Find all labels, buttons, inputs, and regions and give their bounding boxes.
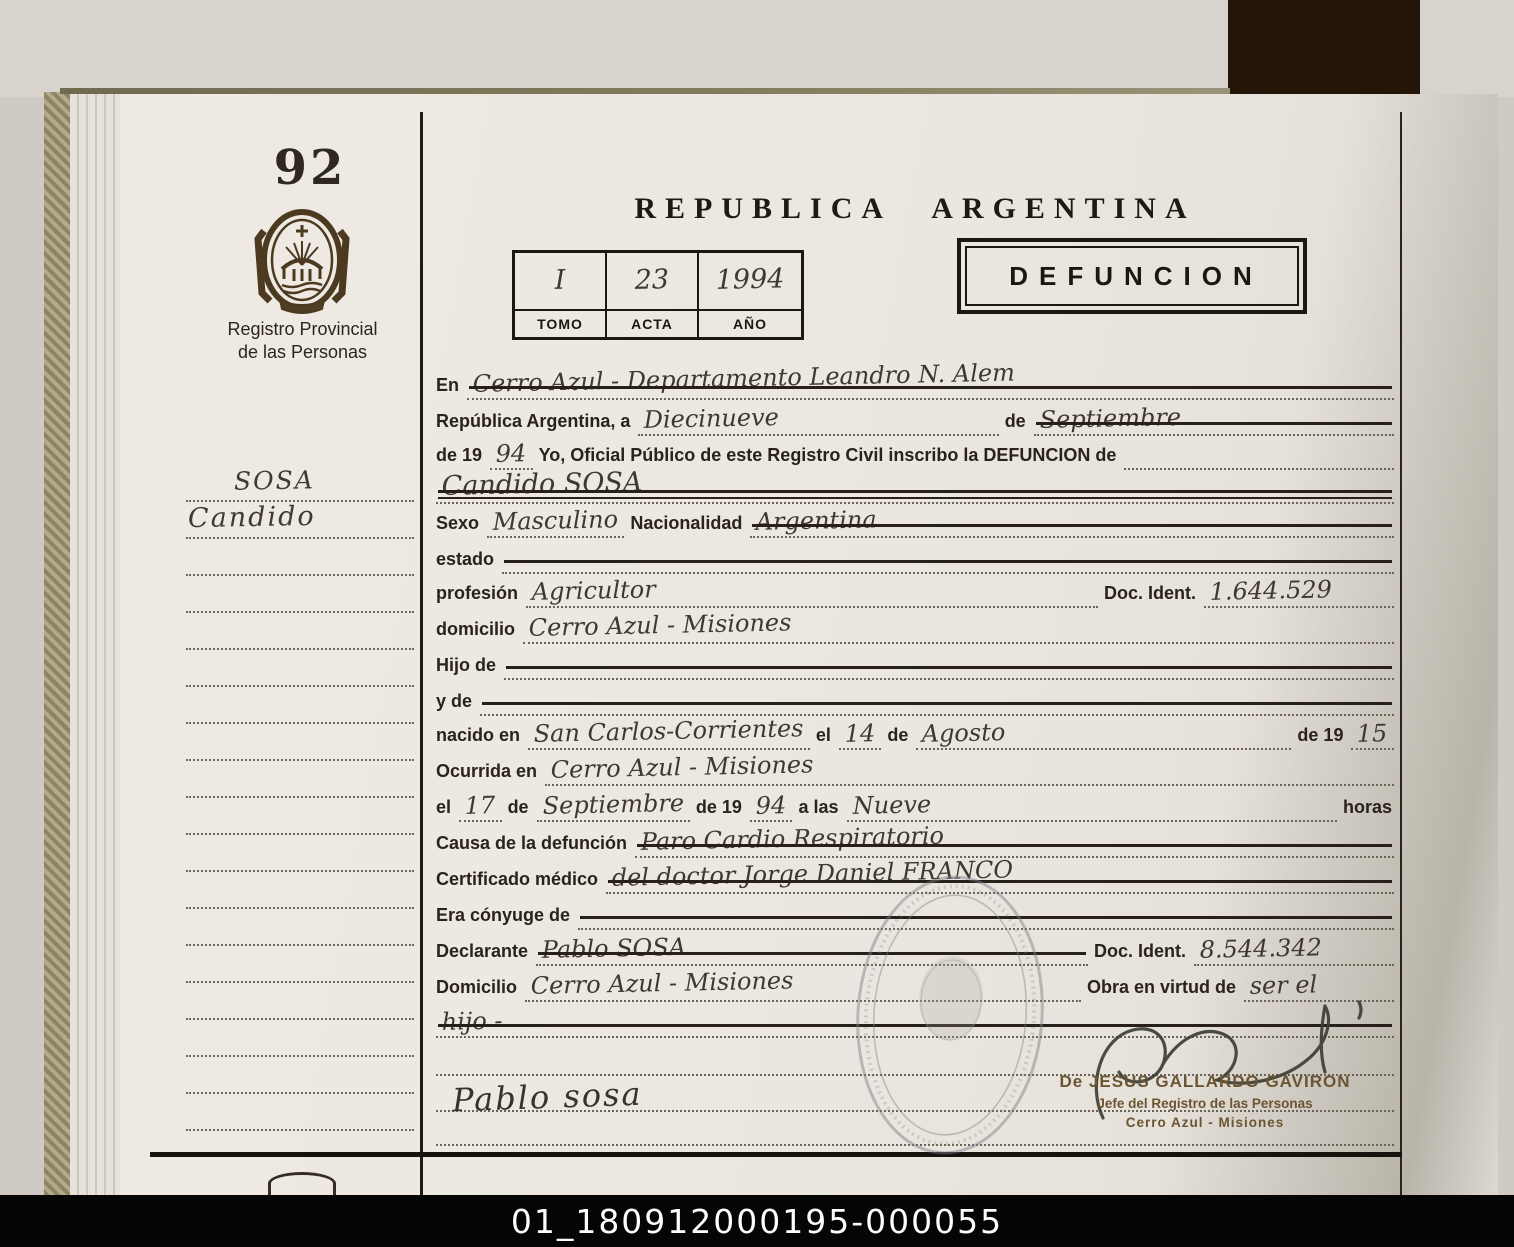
seal-caption — [190, 318, 415, 363]
deceased-name: Candido SOSA — [441, 466, 643, 502]
margin-index-surname: SOSA — [233, 465, 316, 496]
birth-month-value: Agosto — [921, 718, 1006, 748]
horas-label: horas — [1342, 797, 1392, 817]
year-line — [490, 439, 533, 470]
form-row-birth — [436, 714, 1394, 750]
page-top-edge — [60, 88, 1230, 94]
day-value: Diecinueve — [643, 403, 780, 434]
officer-place: Cerro Azul - Misiones — [1125, 1115, 1285, 1130]
birth-year-prefix: de 19 — [1297, 725, 1344, 745]
margin-line — [186, 1018, 414, 1020]
form-row-date — [436, 400, 1394, 436]
act-type-box — [957, 238, 1307, 314]
column-divider-line — [420, 112, 423, 1195]
death-day-line — [459, 791, 502, 822]
month-line — [1034, 402, 1394, 436]
death-year-prefix: de 19 — [695, 797, 742, 817]
country-title: REPUBLICA ARGENTINA — [634, 192, 1196, 225]
ano-value: 1994 — [714, 262, 785, 296]
book-cover-corner — [1228, 0, 1420, 97]
margin-line — [186, 537, 414, 539]
nacionalidad-label: Nacionalidad — [630, 513, 743, 533]
death-de-label: de — [507, 797, 529, 817]
domicilio-line — [523, 608, 1394, 644]
sexo-label: Sexo — [436, 513, 480, 533]
seal-caption-line1: Registro Provincial — [227, 319, 378, 339]
conyuge-label: Era cónyuge de — [436, 905, 571, 925]
death-el-label: el — [436, 797, 452, 817]
ocurrida-label: Ocurrida en — [436, 761, 538, 781]
estado-label: estado — [436, 549, 495, 569]
hijo-de-label: Hijo de — [436, 655, 497, 675]
form-row-estado — [436, 538, 1394, 574]
declarant-signature: Pablo sosa — [451, 1074, 644, 1120]
y-de-label: y de — [436, 691, 473, 711]
birth-month-line — [916, 718, 1291, 750]
domicilio2-label: Domicilio — [436, 977, 518, 997]
birth-de-label: de — [887, 725, 909, 745]
day-line — [638, 403, 998, 436]
tomo-label: TOMO — [515, 309, 607, 337]
margin-line — [186, 981, 414, 983]
margin-line — [186, 796, 414, 798]
officer-name: De JESUS GALLARDO GAVIRON — [1059, 1072, 1351, 1091]
scan-reference-code: 01_180912000195-000055 — [510, 1201, 1004, 1241]
death-hour-line — [847, 790, 1337, 822]
nacionalidad-line — [750, 505, 1394, 538]
republica-label: República Argentina, a — [436, 411, 631, 431]
form-row-profesion — [436, 572, 1394, 608]
deceased-name-line — [436, 466, 1394, 504]
domicilio-value: Cerro Azul - Misiones — [528, 608, 792, 642]
form-row-sex-nationality — [436, 502, 1394, 538]
obra-value: ser el — [1249, 970, 1318, 1000]
a-las-label: a las — [798, 797, 839, 817]
margin-line — [186, 648, 414, 650]
form-row-causa — [436, 822, 1394, 858]
officer-title: Jefe del Registro de las Personas — [1097, 1096, 1313, 1111]
causa-value: Paro Cardio Respiratorio — [640, 821, 945, 856]
next-entry-mark — [268, 1172, 336, 1195]
nacido-en-label: nacido en — [436, 725, 521, 745]
margin-line — [186, 722, 414, 724]
margin-line — [186, 1055, 414, 1057]
obra-label: Obra en virtud de — [1086, 977, 1236, 997]
year-value: 94 — [495, 439, 527, 468]
death-day-value: 17 — [464, 791, 496, 820]
doc-ident2-label: Doc. Ident. — [1093, 941, 1186, 961]
margin-line — [186, 500, 414, 502]
record-reference-table — [512, 250, 804, 340]
form-row-domicilio — [436, 608, 1394, 644]
death-month-value: Septiembre — [541, 788, 684, 820]
margin-line — [186, 870, 414, 872]
form-row-ocurrida — [436, 750, 1394, 786]
birth-year-line — [1351, 719, 1394, 750]
domicilio-label: domicilio — [436, 619, 516, 639]
place-line — [467, 358, 1394, 400]
margin-line — [186, 685, 414, 687]
form-row-death-date — [436, 786, 1394, 822]
page-number: 92 — [273, 140, 347, 196]
doc-ident-value: 1.644.529 — [1209, 575, 1333, 606]
profesion-line — [526, 575, 1098, 608]
acta-value-cell — [607, 253, 699, 309]
birth-place-line — [528, 714, 810, 750]
inscribe-label: Yo, Oficial Público de este Registro Civil inscribo la DEFUNCION de — [538, 445, 1117, 465]
margin-line — [186, 759, 414, 761]
causa-line — [635, 821, 1394, 858]
declarante-label: Declarante — [436, 941, 529, 961]
provincial-seal-icon — [250, 203, 354, 321]
obra-value-cont: hijo - — [441, 1006, 503, 1036]
ano-label: AÑO — [699, 309, 801, 337]
death-month-line — [537, 788, 690, 822]
margin-line — [186, 574, 414, 576]
form-row-hijo-de — [436, 644, 1394, 680]
death-year-line — [750, 791, 793, 822]
place-value: Cerro Azul - Departamento Leandro N. Alem — [472, 358, 1016, 398]
form-row-deceased-name — [436, 468, 1394, 504]
death-year-value: 94 — [755, 791, 787, 820]
scan-footer-bar — [0, 1195, 1514, 1247]
margin-line — [186, 944, 414, 946]
causa-label: Causa de la defunción — [436, 833, 628, 853]
sexo-value: Masculino — [492, 505, 619, 536]
de-label: de — [1004, 411, 1026, 431]
doc-ident2-line — [1194, 933, 1394, 966]
domicilio2-value: Cerro Azul - Misiones — [530, 966, 794, 1000]
declarante-value: Pablo SOSA — [541, 932, 687, 964]
tomo-value-cell — [515, 253, 607, 309]
form-row-place — [436, 358, 1394, 400]
certificado-value: del doctor Jorge Daniel FRANCO — [611, 855, 1014, 892]
margin-line — [186, 1129, 414, 1131]
birth-day-line — [839, 719, 882, 750]
margin-line — [186, 611, 414, 613]
ano-value-cell — [699, 253, 801, 309]
page-stack-edges — [70, 94, 120, 1195]
doc-ident2-value: 8.544.342 — [1199, 933, 1323, 964]
form-right-border — [1400, 112, 1402, 1195]
month-value: Septiembre — [1039, 402, 1181, 434]
death-place-line — [545, 750, 1394, 786]
form-row-year — [436, 434, 1394, 470]
nacionalidad-value: Argentina — [755, 505, 878, 536]
form-row-y-de — [436, 680, 1394, 716]
certificado-label: Certificado médico — [436, 869, 599, 889]
margin-line — [186, 1092, 414, 1094]
acta-label: ACTA — [607, 309, 699, 337]
profesion-value: Agricultor — [531, 575, 656, 606]
doc-ident-line — [1204, 575, 1394, 608]
acta-value: 23 — [634, 263, 670, 296]
entry-separator-line — [150, 1152, 1402, 1157]
year-prefix-label: de 19 — [436, 445, 483, 465]
death-place-value: Cerro Azul - Misiones — [550, 750, 814, 784]
margin-index-given-name: Candido — [187, 500, 316, 535]
sexo-line — [487, 505, 624, 538]
doc-ident-label: Doc. Ident. — [1103, 583, 1196, 603]
seal-caption-line2: de las Personas — [237, 341, 368, 362]
en-label: En — [436, 375, 460, 395]
act-type-label: DEFUNCION — [965, 246, 1299, 306]
margin-line — [186, 833, 414, 835]
el-label: el — [815, 725, 831, 745]
birth-place-value: San Carlos-Corrientes — [533, 714, 804, 748]
profesion-label: profesión — [436, 583, 519, 603]
death-hour-value: Nueve — [851, 790, 931, 820]
officer-stamp-text — [1020, 1072, 1390, 1130]
book-binding — [44, 92, 70, 1195]
margin-line — [186, 907, 414, 909]
birth-day-value: 14 — [844, 719, 876, 748]
birth-year-value: 15 — [1356, 719, 1388, 748]
tomo-value: I — [554, 264, 566, 296]
